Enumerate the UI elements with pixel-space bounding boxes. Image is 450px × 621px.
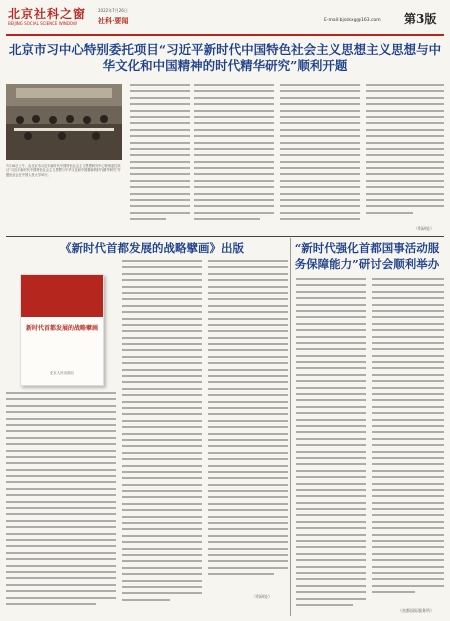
article2-column-3 xyxy=(208,260,288,614)
article3-column-2 xyxy=(372,278,444,614)
paper-subtitle: BEIJING SOCIAL SCIENCE WINDOW xyxy=(8,21,78,26)
newspaper-page xyxy=(6,4,444,617)
book-title: 新时代首都发展的战略擘画 xyxy=(25,325,98,332)
photo-caption: 7月16日上午，由北京市习近平新时代中国特色社会主义思想研究中心特别委托项目“习近平新时代中国特色社会主义思想与中华文化和中国精神的时代精华研究”开题论证会在中国人民大学举行。 xyxy=(6,164,121,177)
article2-editor: （科研处） xyxy=(252,594,272,599)
book-cover-band xyxy=(21,275,103,317)
section-name: 社科·要闻 xyxy=(98,16,129,25)
article1-column-2 xyxy=(194,84,274,232)
issue-date: 2022年7月26日 xyxy=(98,8,128,13)
book-cover xyxy=(20,274,104,386)
article1-column-3 xyxy=(280,84,360,232)
contact-email: E-mail:bjsskxg@163.com xyxy=(324,18,381,23)
page-number: 第3版 xyxy=(404,12,437,26)
article1-column-1 xyxy=(130,84,190,232)
column-divider xyxy=(290,238,291,616)
article3-column-1 xyxy=(296,278,366,614)
meeting-photo xyxy=(6,84,122,160)
book-publisher: 北京人民出版社 xyxy=(49,371,75,375)
article1-editor: （科研处） xyxy=(414,226,434,231)
article1-headline: 北京市习中心特别委托项目“习近平新时代中国特色社会主义思想主义思想与中华文化和中国精神的时代精华研究”顺利开题 xyxy=(8,42,442,73)
article2-column-2 xyxy=(122,260,202,614)
article2-headline: 《新时代首都发展的战略擘画》出版 xyxy=(60,241,244,255)
article3-headline: “新时代强化首都国事活动服务保障能力”研讨会顺利举办 xyxy=(294,241,440,271)
paper-title: 北京社科之窗 xyxy=(8,7,87,21)
article2-column-1 xyxy=(6,392,116,614)
article3-editor: （首都国际服务所） xyxy=(398,608,434,613)
article1-column-4 xyxy=(366,84,444,232)
masthead xyxy=(6,4,444,36)
section-divider xyxy=(6,236,444,237)
